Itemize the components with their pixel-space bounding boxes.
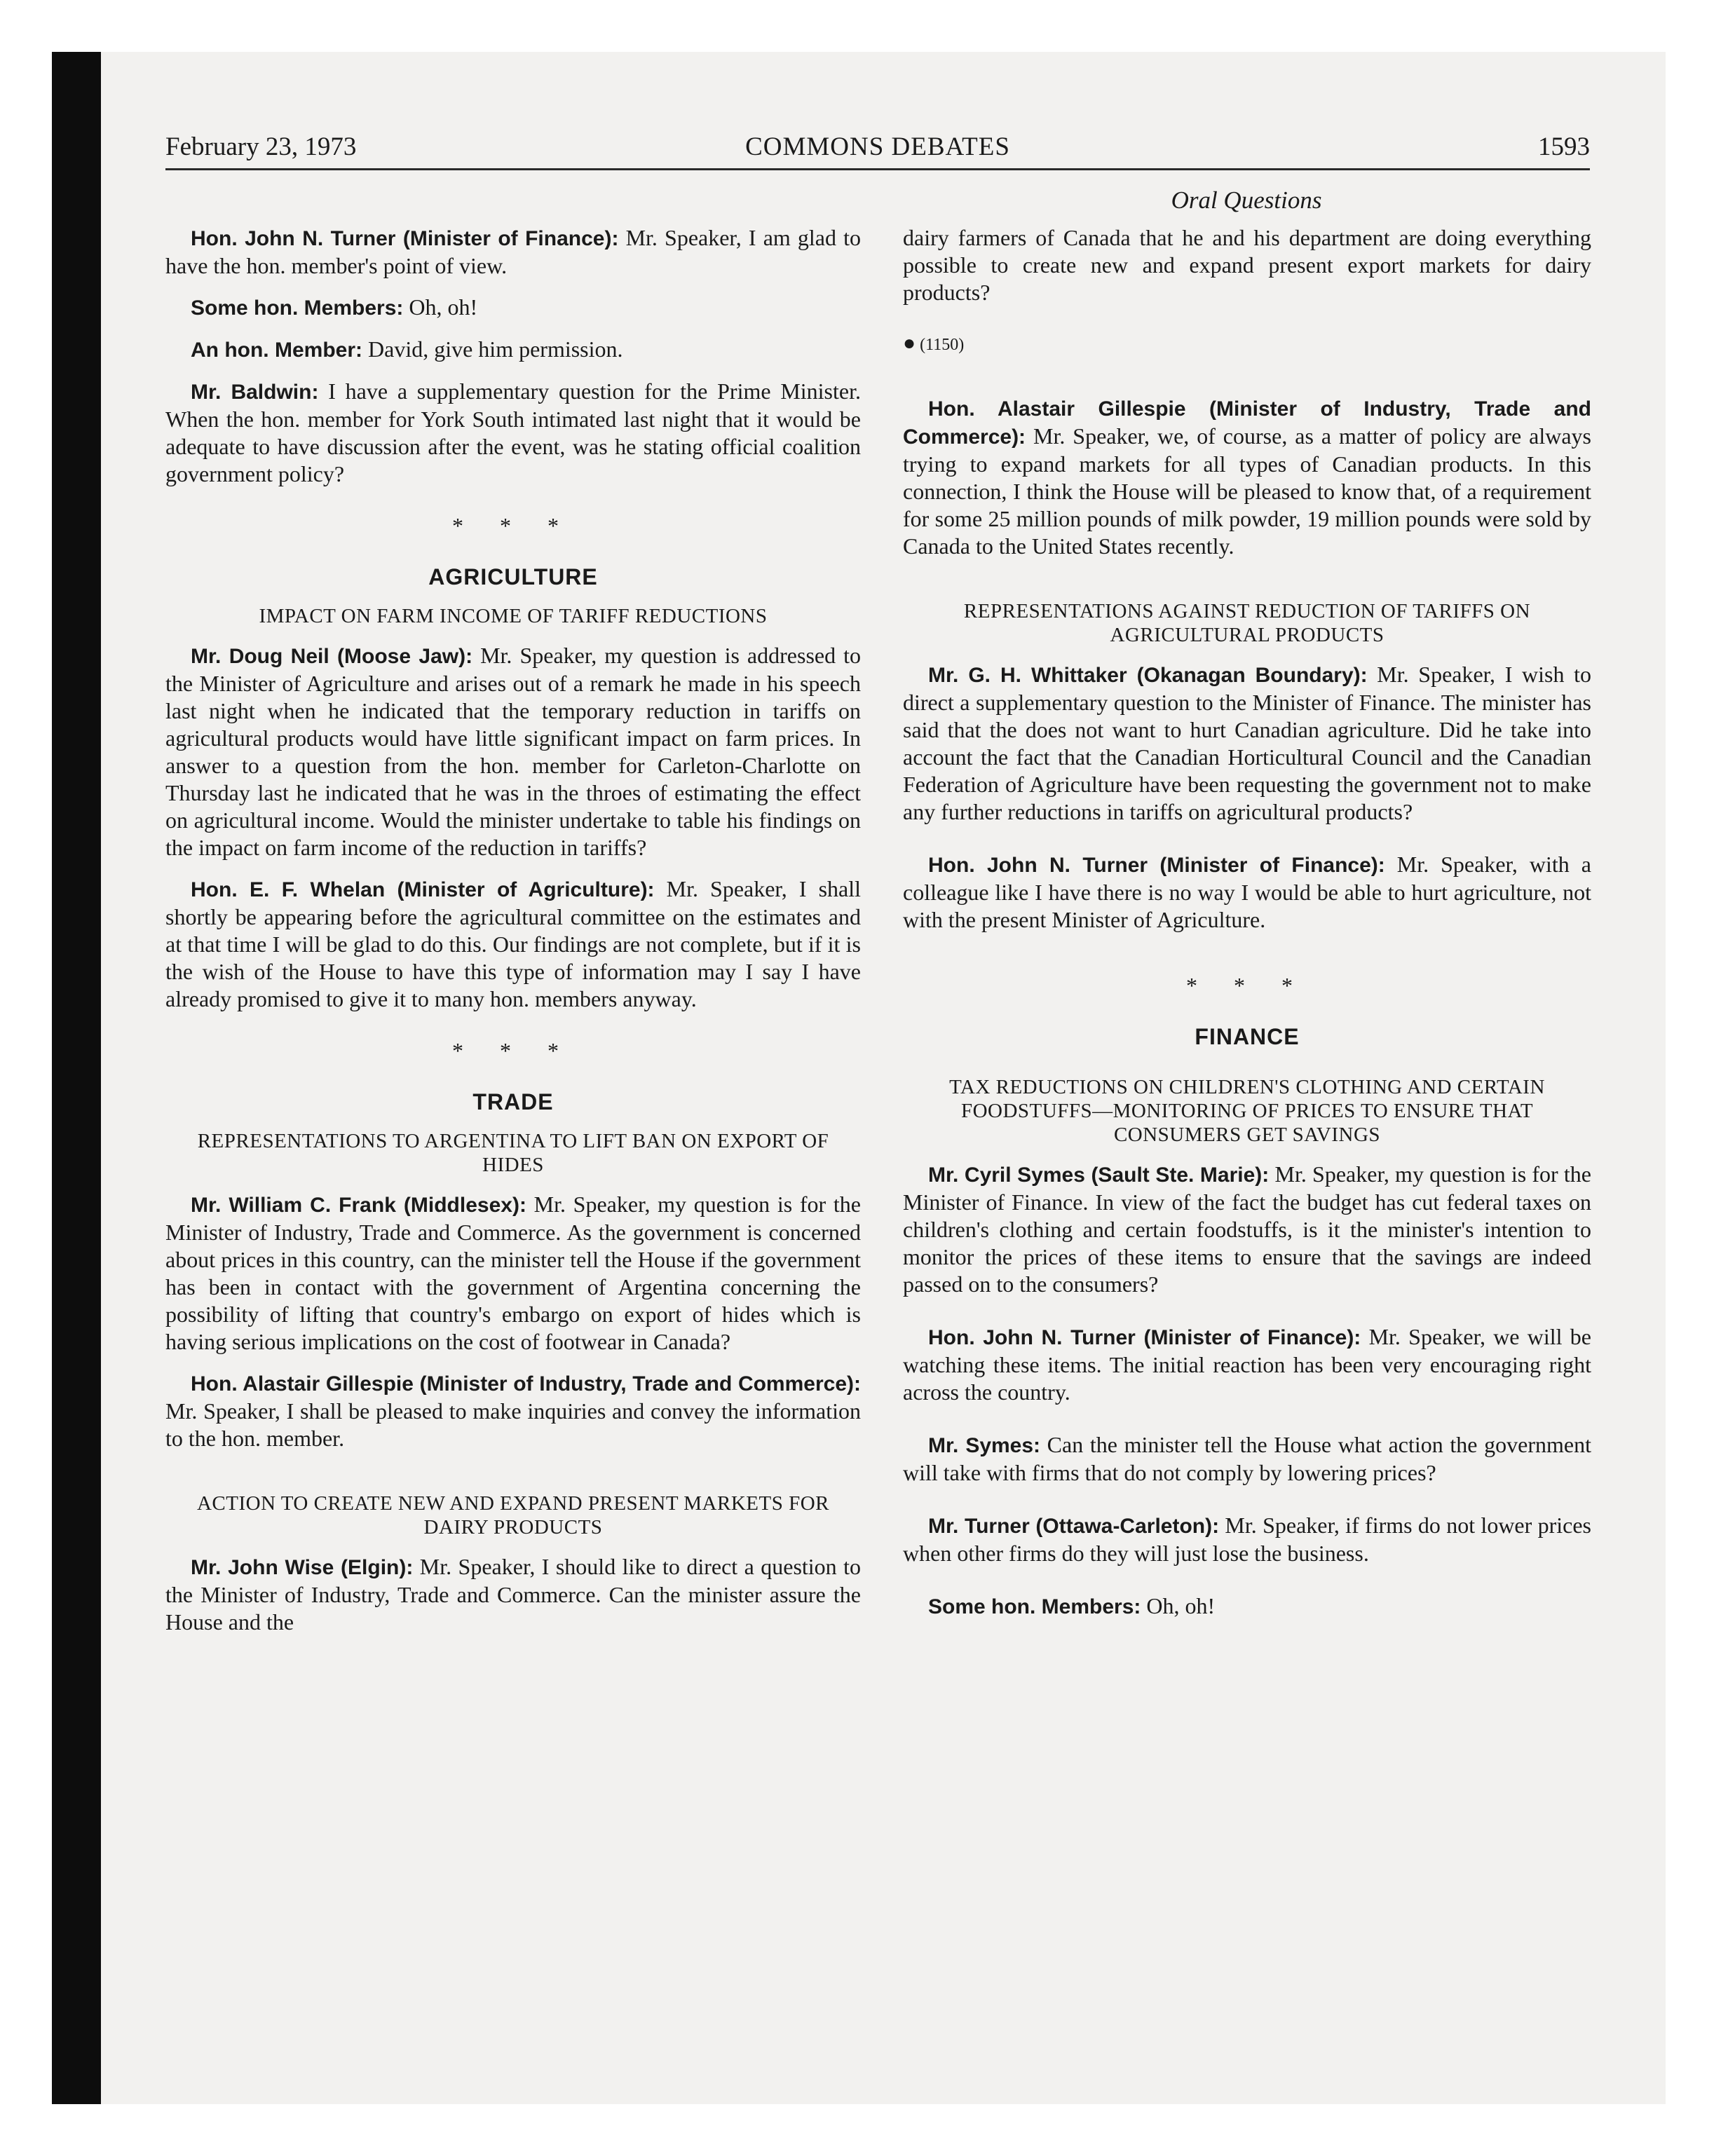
- paragraph: [165, 1191, 861, 1356]
- speech-text: Mr. Speaker, we will be watching these items. The initial reaction has been very encouraging right across the country.: [903, 1324, 1592, 1405]
- speech-text: Mr. Speaker, with a colleague like I have there is no way I would be able to hurt agriculture, not with the present Minister of Agriculture.: [903, 852, 1591, 932]
- section-separator: * * *: [452, 1038, 574, 1063]
- timestamp-text: (1150): [920, 336, 965, 354]
- paragraph: [165, 378, 861, 488]
- paragraph: [903, 851, 1591, 934]
- speaker-name: Some hon. Members:: [928, 1595, 1141, 1618]
- paragraph: [903, 1323, 1591, 1406]
- speaker-name: Hon. Alastair Gillespie (Minister of Industry, Trade and Commerce):: [903, 397, 1591, 449]
- paragraph: [903, 1161, 1591, 1298]
- scan-binding-edge: [52, 52, 101, 2104]
- speech-text: Can the minister tell the House what action the government will take with firms that do not comply by lowering prices?: [903, 1432, 1591, 1485]
- speech-text: Mr. Speaker, I should like to direct a question to the Minister of Industry, Trade and Commerce. Can the minister assure the House and the: [165, 1554, 862, 1635]
- speaker-name: Some hon. Members:: [191, 296, 404, 320]
- header-date: February 23, 1973: [165, 132, 357, 161]
- paragraph: [165, 294, 861, 322]
- paragraph: [165, 875, 861, 1013]
- speaker-name: Mr. William C. Frank (Middlesex):: [191, 1194, 526, 1217]
- speaker-name: Mr. Turner (Ottawa-Carleton):: [928, 1515, 1220, 1538]
- bullet-icon: ●: [903, 332, 916, 355]
- paragraph: [165, 1370, 861, 1452]
- paragraph: [903, 1431, 1591, 1487]
- section-heading: AGRICULTURE: [428, 564, 598, 589]
- subject-heading: IMPACT ON FARM INCOME OF TARIFF REDUCTIONS: [259, 605, 768, 627]
- paragraph: [903, 1592, 1591, 1621]
- speech-text: Mr. Speaker, if firms do not lower prices when other firms do they will just lose the business.: [903, 1513, 1592, 1566]
- speaker-name: Mr. Symes:: [928, 1434, 1041, 1457]
- speaker-name: Mr. G. H. Whittaker (Okanagan Boundary):: [928, 664, 1368, 687]
- speaker-name: Mr. Baldwin:: [191, 381, 319, 404]
- subject-heading: ACTION TO CREATE NEW AND EXPAND PRESENT MARKETS FOR DAIRY PRODUCTS: [196, 1492, 830, 1538]
- section-separator: * * *: [1186, 973, 1308, 998]
- paragraph: [165, 336, 861, 364]
- speech-text: I have a supplementary question for the Prime Minister. When the hon. member for York South intimated last night that it would be adequate to have discussion after the event, was he stating official coalition government policy?: [165, 378, 861, 486]
- speaker-name: Mr. Cyril Symes (Sault Ste. Marie):: [928, 1164, 1270, 1187]
- speaker-name: Hon. Alastair Gillespie (Minister of Industry, Trade and Commerce):: [191, 1372, 861, 1396]
- speech-text: Mr. Speaker, we, of course, as a matter of policy are always trying to expand markets for all types of Canadian products. In this connection, I think the House will be pleased to know that, of a requirement for some 25 million pounds of milk powder, 19 million pounds were sold by Canada to the United States recently.: [903, 423, 1591, 559]
- speaker-name: Mr. John Wise (Elgin):: [191, 1556, 414, 1579]
- speech-text: Mr. Speaker, I shall be pleased to make inquiries and convey the information to the hon. member.: [165, 1398, 861, 1451]
- left-column: [165, 224, 861, 1636]
- page-number: 1593: [1538, 132, 1590, 161]
- speech-text: dairy farmers of Canada that he and his department are doing everything possible to create new and expand present export markets for dairy products?: [903, 225, 1591, 305]
- paragraph: [903, 661, 1591, 826]
- header-title: COMMONS DEBATES: [745, 132, 1010, 161]
- speech-text: Mr. Speaker, my question is for the Minister of Finance. In view of the fact the budget has cut federal taxes on children's clothing and certain foodstuffs, is it the minister's intention to monitor the prices of these items to ensure that the savings are indeed passed on to the consumers?: [903, 1161, 1592, 1297]
- speech-text: Mr. Speaker, I wish to direct a supplementary question to the Minister of Finance. The minister has said that the does not want to hurt Canadian agriculture. Did he take into account the fact that the Canadian Horticultural Council and the Canadian Federation of Agriculture have been requesting the government not to make any further reductions in tariffs on agricultural products?: [903, 662, 1592, 824]
- paragraph: [165, 224, 861, 280]
- speech-text: Mr. Speaker, my question is addressed to the Minister of Agriculture and arises out of a remark he made in his speech last night when he indicated that the temporary reduction in tariffs on agricultural products would have little significant impact on farm prices. In answer to a question from the hon. member for Carleton-Charlotte on Thursday last he indicated that he was in the throes of estimating the effect on agricultural income. Would the minister undertake to table his findings on the impact on farm income of the reduction in tariffs?: [165, 643, 862, 860]
- speech-text: Mr. Speaker, I shall shortly be appearing before the agricultural committee on the estimates and at that time I will be glad to do this. Our findings are not complete, but if it is the wish of the House to have this type of information may I say I have already promised to give it to many hon. members anyway.: [165, 876, 861, 1011]
- speech-text: David, give him permission.: [362, 336, 623, 362]
- subject-heading: REPRESENTATIONS TO ARGENTINA TO LIFT BAN ON EXPORT OF HIDES: [197, 1130, 829, 1176]
- paragraph-continued: [903, 224, 1591, 306]
- speaker-name: An hon. Member:: [191, 339, 362, 362]
- paragraph: [165, 1553, 861, 1636]
- timestamp: [903, 332, 1591, 355]
- speaker-name: Hon. John N. Turner (Minister of Finance):: [928, 854, 1385, 877]
- speaker-name: Hon. John N. Turner (Minister of Finance):: [191, 227, 619, 250]
- speaker-name: Mr. Doug Neil (Moose Jaw):: [191, 645, 473, 668]
- speech-text: Oh, oh!: [403, 294, 478, 320]
- section-separator: * * *: [452, 513, 574, 538]
- right-column: [903, 224, 1591, 1621]
- section-heading: FINANCE: [1195, 1024, 1300, 1049]
- running-head: Oral Questions: [1171, 186, 1322, 214]
- subject-heading: TAX REDUCTIONS ON CHILDREN'S CLOTHING AND CERTAIN FOODSTUFFS—MONITORING OF PRICES TO ENSURE THAT CONSUMERS GET SAVINGS: [949, 1076, 1545, 1146]
- speech-text: Oh, oh!: [1141, 1593, 1216, 1618]
- speaker-name: Hon. E. F. Whelan (Minister of Agriculture):: [191, 878, 655, 901]
- speaker-name: Hon. John N. Turner (Minister of Finance):: [928, 1326, 1361, 1349]
- section-heading: TRADE: [472, 1089, 554, 1114]
- paragraph: [165, 642, 861, 861]
- subject-heading: REPRESENTATIONS AGAINST REDUCTION OF TARIFFS ON AGRICULTURAL PRODUCTS: [963, 600, 1531, 646]
- speech-text: Mr. Speaker, I am glad to have the hon. member's point of view.: [165, 225, 861, 278]
- speech-text: Mr. Speaker, my question is for the Minister of Industry, Trade and Commerce. As the government is concerned about prices in this country, can the minister tell the House if the government has been in contact with the government of Argentina concerning the possibility of lifting that country's embargo on export of hides which is having serious implications on the cost of footwear in Canada?: [165, 1192, 862, 1354]
- paragraph: [903, 1512, 1591, 1567]
- page-header: [165, 132, 1590, 170]
- paragraph: [903, 395, 1591, 560]
